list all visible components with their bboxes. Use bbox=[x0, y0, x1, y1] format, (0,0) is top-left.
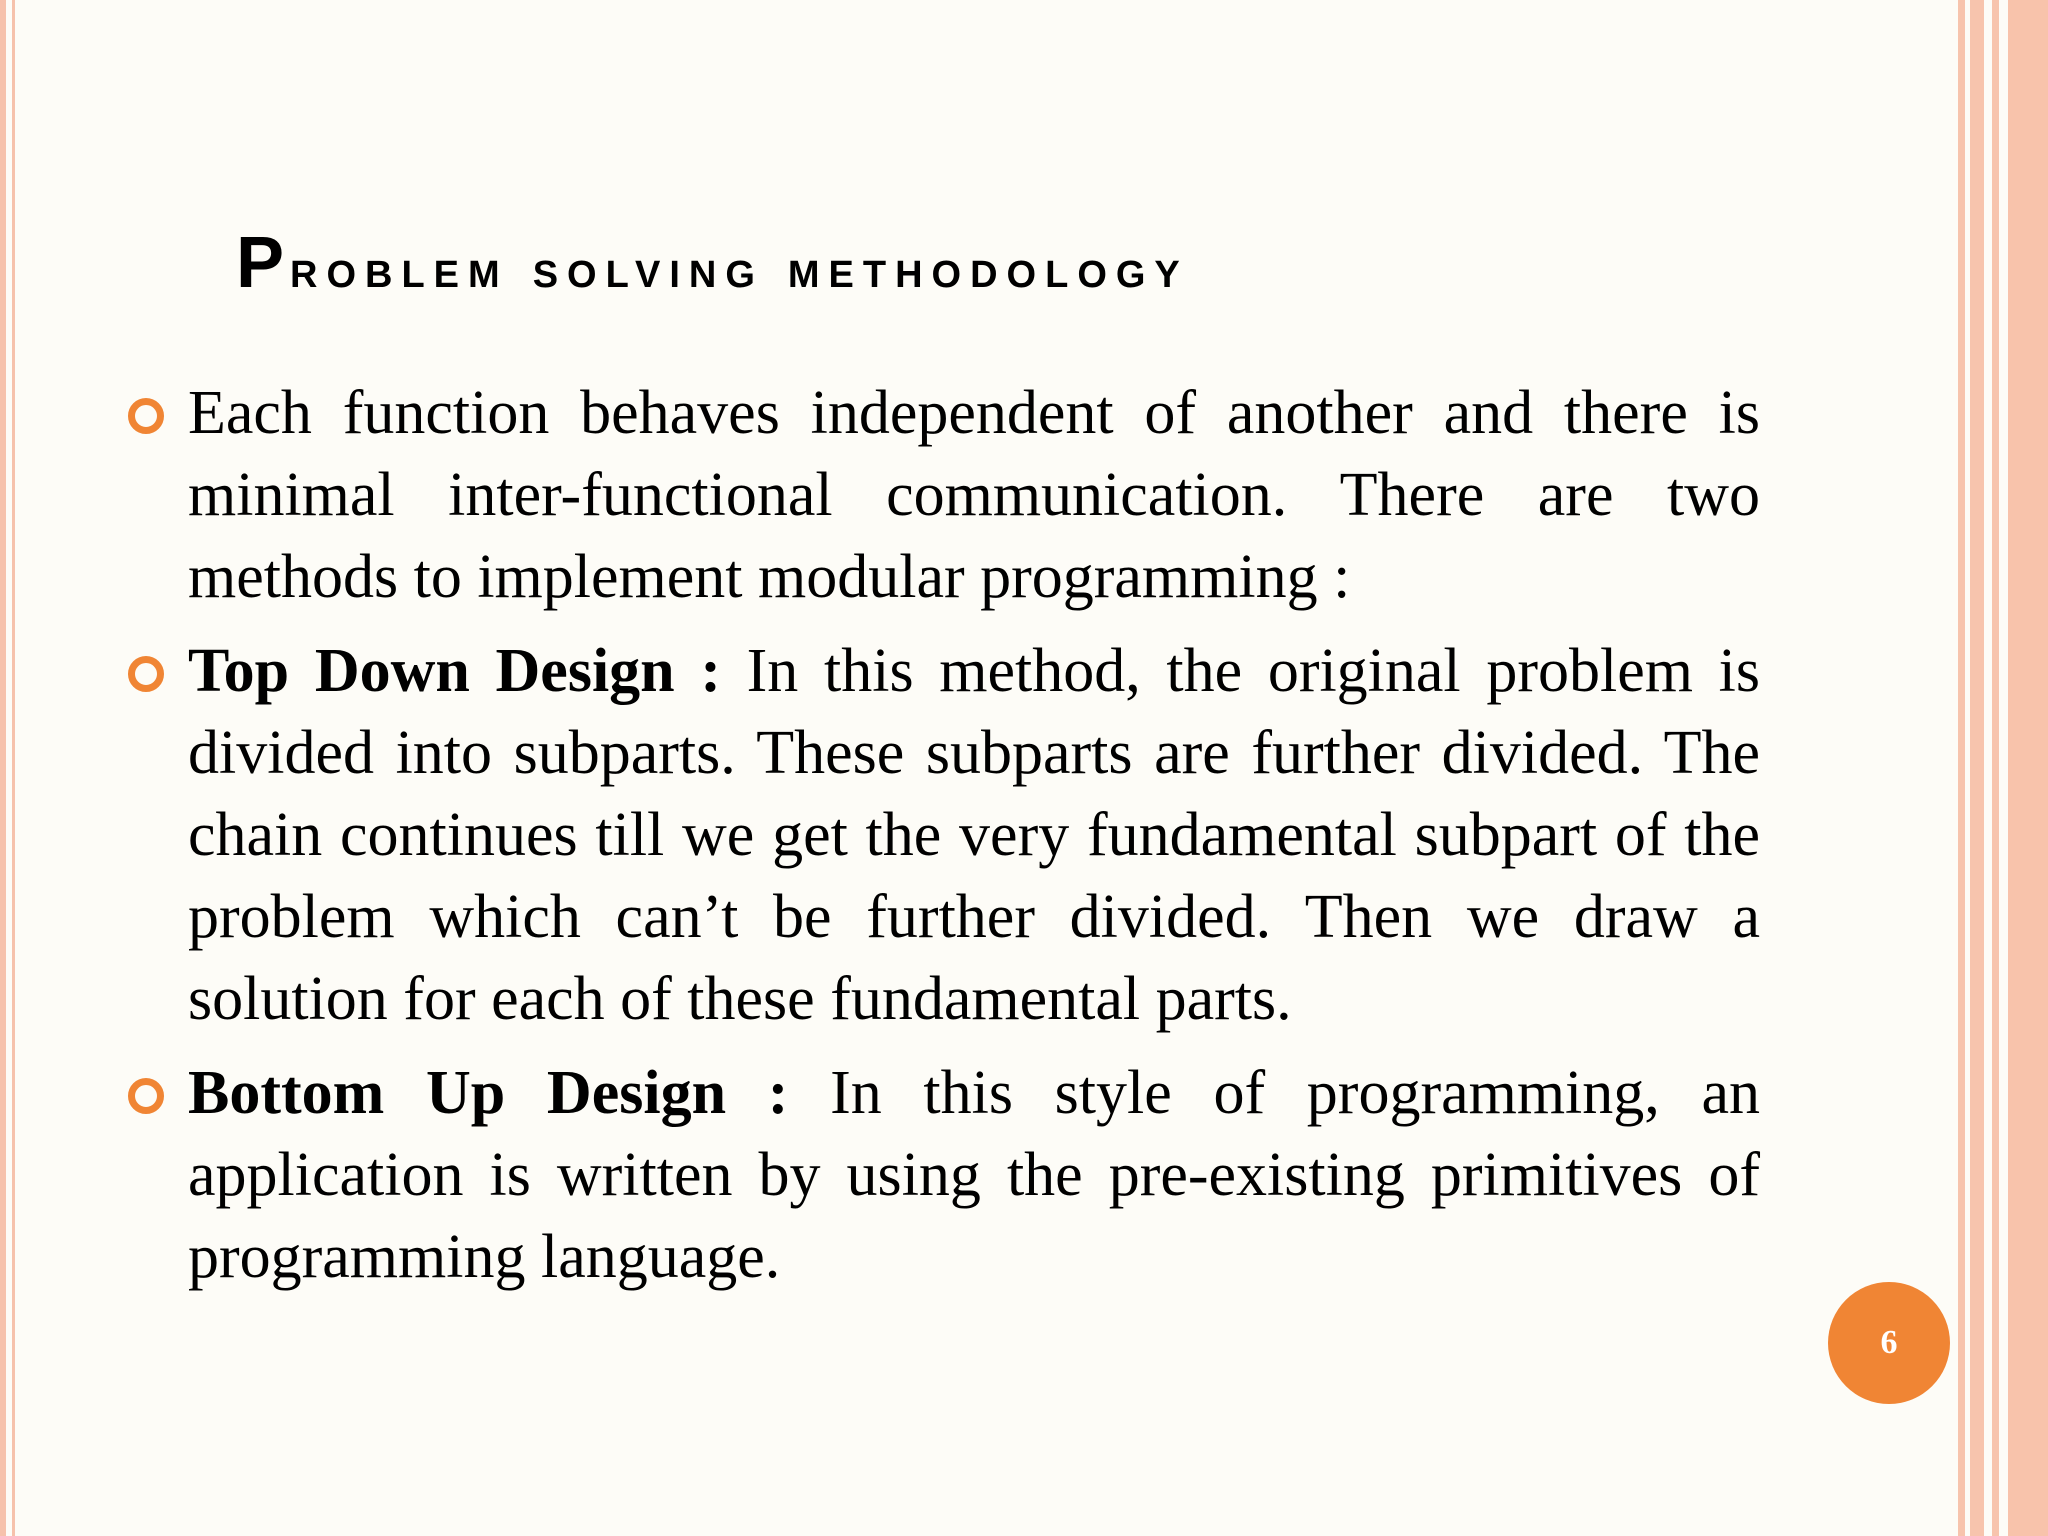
bullet-item bbox=[128, 372, 1760, 618]
bullet-list bbox=[128, 372, 1760, 1310]
right-border-stripe bbox=[1992, 0, 1999, 1536]
ring-bullet-icon bbox=[128, 398, 164, 434]
right-border-band bbox=[2008, 0, 2048, 1536]
bullet-text: Each function behaves independent of another and there is minimal inter-functional communication. There are two methods to implement modular programming : bbox=[188, 379, 1760, 611]
bullet-heading: Top Down Design : bbox=[188, 637, 721, 705]
bullet-heading: Bottom Up Design : bbox=[188, 1059, 789, 1127]
bullet-item bbox=[128, 1052, 1760, 1298]
page-number-badge bbox=[1828, 1282, 1950, 1404]
bullet-text: In this method, the original problem is divided into subparts. These subparts are further divided. The chain continues till we get the very fundamental subpart of the problem which can’t be further divided. Then we draw a solution for each of these fundamental parts. bbox=[188, 637, 1760, 1033]
bullet-item bbox=[128, 630, 1760, 1040]
bullet-text: In this style of programming, an application is written by using the pre-existing primitives of programming language. bbox=[188, 1059, 1760, 1291]
page-number: 6 bbox=[1880, 1324, 1898, 1361]
left-border-line bbox=[12, 0, 15, 1536]
ring-bullet-icon bbox=[128, 1078, 164, 1114]
slide-title-rest: roblem solving methodology bbox=[290, 239, 1189, 299]
right-border-stripe bbox=[1970, 0, 1984, 1536]
slide-title bbox=[236, 222, 1836, 304]
right-border-stripe bbox=[1958, 0, 1965, 1536]
left-border-line bbox=[0, 0, 6, 1536]
ring-bullet-icon bbox=[128, 656, 164, 692]
slide-title-initial: P bbox=[236, 223, 291, 303]
